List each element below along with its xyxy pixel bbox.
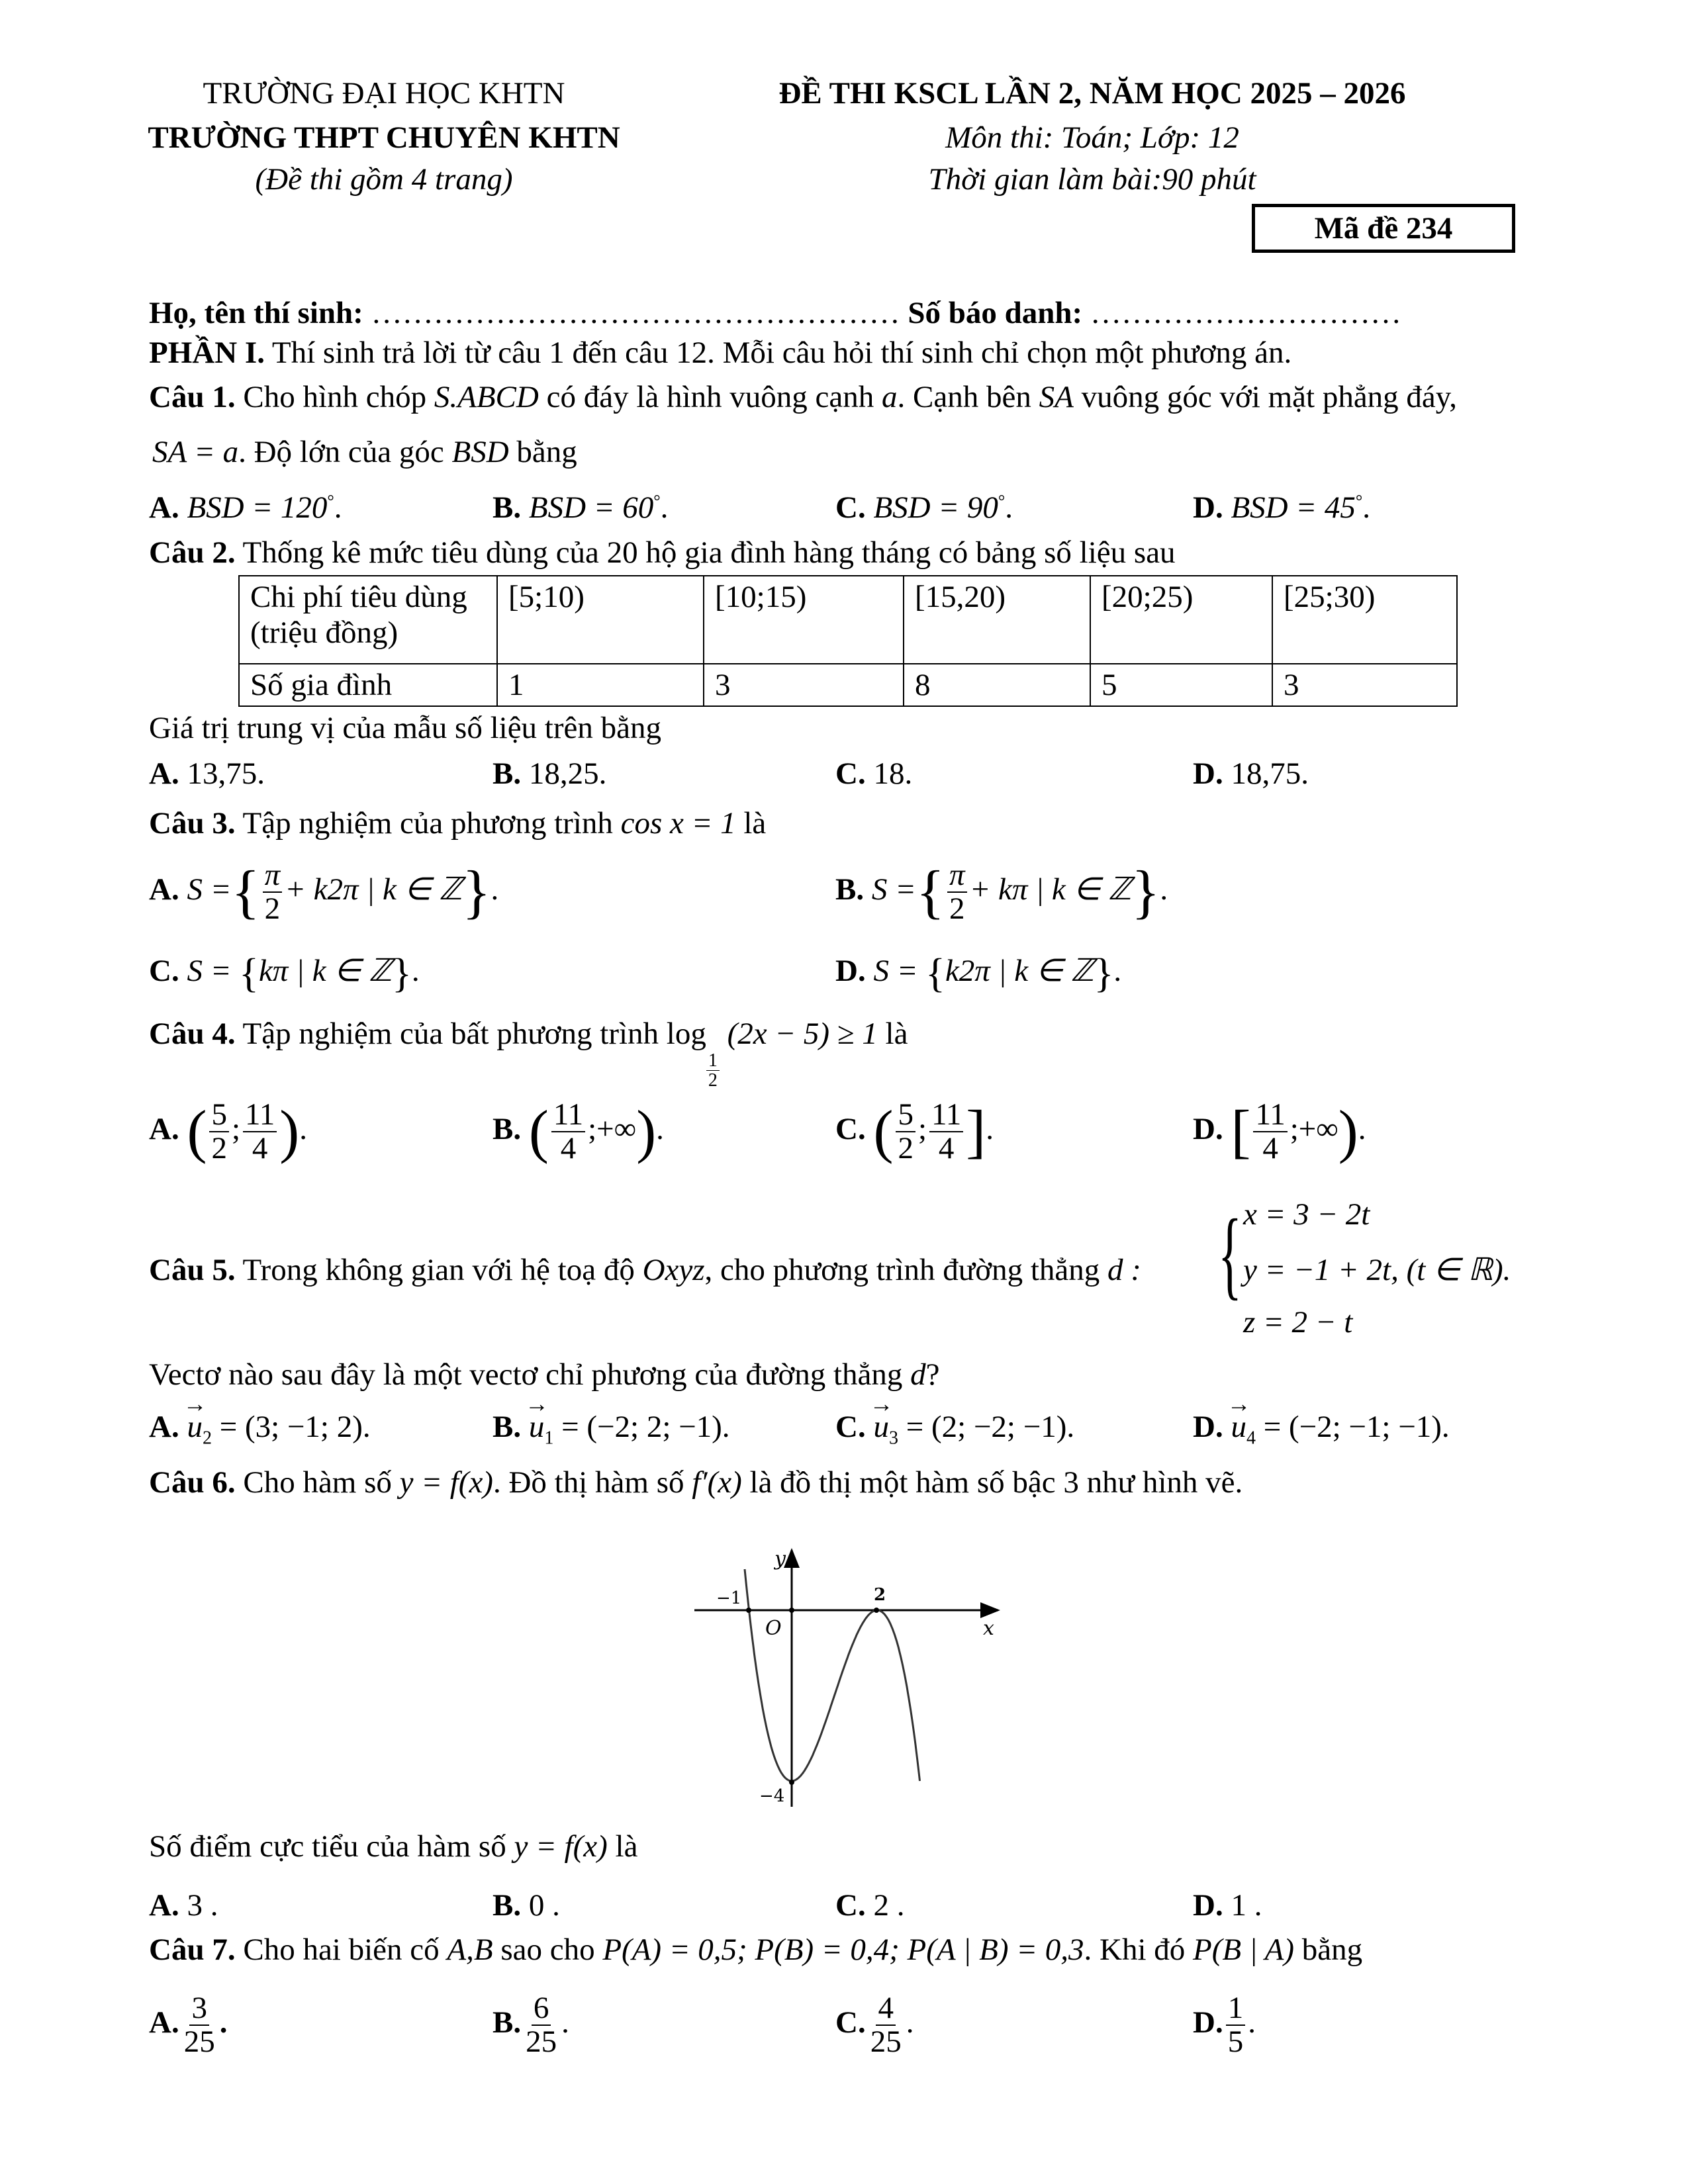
tick-label-2: 2 (874, 1585, 886, 1605)
table-row (239, 664, 1457, 706)
dot: . (561, 2005, 569, 2040)
table-cell: [25;30) (1272, 576, 1457, 664)
y-axis-label: y (774, 1547, 786, 1570)
part1-title: PHẦN I. (149, 336, 265, 370)
q4-option-c[interactable]: C. ( $\frac{5}{2}$ ; $\frac{11}{4}$ ]. (835, 1097, 994, 1166)
q1-option-b[interactable] (492, 492, 668, 523)
q2-option-d[interactable] (1193, 758, 1309, 790)
q2-option-c[interactable] (835, 758, 912, 790)
text: là (885, 1017, 908, 1051)
option-label: A. (149, 1410, 179, 1444)
numerator: 6 (532, 1992, 551, 2026)
option-label: A. (149, 2005, 179, 2040)
x-axis-label: x (983, 1617, 994, 1640)
dot: . (906, 2005, 914, 2040)
text: là đồ thị một hàm số bậc 3 như hình vẽ. (749, 1465, 1243, 1500)
denominator: 4 (938, 1131, 955, 1166)
math: S = (187, 872, 232, 907)
vector-symbol: → u (873, 1412, 889, 1443)
dot: . (219, 2005, 228, 2040)
fraction (929, 1099, 963, 1165)
question-5 (149, 1255, 1141, 1286)
denominator: 2 (898, 1131, 914, 1166)
numerator: 5 (896, 1099, 915, 1132)
option-value: 18,75. (1231, 756, 1309, 791)
math: S = (871, 872, 916, 907)
brace: } (462, 859, 491, 925)
option-label: D. (1193, 1410, 1223, 1444)
math: Oxyz (642, 1253, 705, 1287)
numerator: 3 (189, 1992, 209, 2026)
math: P(A) = 0,5; P(B) = 0,4; P(A | B) = 0,3 (602, 1933, 1084, 1967)
exam-title: ĐỀ THI KSCL LẦN 2, NĂM HỌC 2025 – 2026 (778, 76, 1406, 111)
option-label: C. (835, 2005, 866, 2040)
question-label: Câu 6. (149, 1465, 236, 1500)
denominator: 2 (708, 1070, 718, 1091)
option-value: BSD = 90 (873, 490, 998, 525)
option-value: 18. (873, 756, 913, 791)
question-1-cont (152, 437, 577, 468)
math: A,B (447, 1933, 493, 1967)
part1-text: Thí sinh trả lời từ câu 1 đến câu 12. Mỗi câu hỏi thí sinh chỉ chọn một phương án. (271, 336, 1292, 370)
bracket: ( (528, 1099, 549, 1165)
option-label: D. (1193, 490, 1223, 525)
option-label: C. (835, 490, 866, 525)
numerator: 11 (243, 1099, 277, 1132)
option-value: BSD = 120 (187, 490, 328, 525)
text: Vectơ nào sau đây là một vectơ chỉ phương của đường thẳng (149, 1357, 903, 1392)
option-label: B. (492, 490, 522, 525)
option-label: B. (492, 1888, 522, 1923)
university-name: TRƯỜNG ĐẠI HỌC KHTN (203, 76, 565, 111)
dot: . (334, 490, 342, 525)
text: Cho hàm số (243, 1465, 392, 1500)
table-cell: [5;10) (497, 576, 704, 664)
option-value: 0 . (528, 1888, 560, 1923)
question-2 (149, 537, 1176, 569)
question-label: Câu 4. (149, 1017, 236, 1051)
option-label: D. (1193, 756, 1223, 791)
denominator: 2 (211, 1131, 227, 1166)
text: . Đồ thị hàm số (492, 1465, 684, 1500)
option-label: C. (835, 1112, 866, 1147)
table-header-cell (239, 576, 497, 664)
text: bằng (516, 435, 577, 469)
dot: . (986, 1112, 994, 1147)
bracket: ] (966, 1099, 986, 1165)
question-6-prompt (149, 1831, 637, 1862)
q7-option-b[interactable] (492, 1992, 569, 2059)
option-value: = (2; −2; −1). (906, 1410, 1075, 1444)
math: k2π | k ∈ ℤ (945, 953, 1094, 988)
point-origin (789, 1608, 794, 1613)
math: BSD (451, 435, 509, 469)
fraction (1253, 1099, 1287, 1165)
option-label: A. (149, 490, 179, 525)
q1-option-a[interactable] (149, 492, 342, 523)
math: f′(x) (692, 1465, 742, 1500)
q3-option-c[interactable] (149, 953, 420, 994)
math: a (882, 380, 898, 414)
text: vuông góc với mặt phẳng đáy, (1081, 380, 1457, 414)
option-label: D. (835, 953, 866, 988)
math: S = (187, 953, 232, 988)
equation-y (1243, 1255, 1511, 1286)
option-value: 1 . (1231, 1888, 1262, 1923)
option-label: D. (1193, 1112, 1223, 1147)
option-label: B. (492, 1410, 522, 1444)
math: P(B | A) (1193, 1933, 1295, 1967)
infinity: +∞ (1298, 1112, 1338, 1147)
question-7 (149, 1934, 1362, 1966)
text: Trong không gian với hệ toạ độ (242, 1253, 635, 1287)
fraction (1226, 1992, 1246, 2059)
text: Thống kê mức tiêu dùng của 20 hộ gia đình hàng tháng có bảng số liệu sau (242, 535, 1176, 570)
math: (2x − 5) ≥ 1 (727, 1017, 878, 1051)
q6-option-a[interactable] (149, 1890, 218, 1921)
math: , (t ∈ ℝ). (1391, 1253, 1511, 1287)
q5-option-d[interactable] (1193, 1412, 1450, 1447)
equation-z: z = 2 − t (1243, 1305, 1353, 1340)
origin-label: O (765, 1617, 782, 1640)
fraction (551, 1099, 585, 1165)
text: là (615, 1829, 638, 1864)
dot: . (1362, 490, 1370, 525)
text: bằng (1301, 1933, 1363, 1967)
math: kπ | k ∈ ℤ (258, 953, 393, 988)
text: sao cho (500, 1933, 595, 1967)
fraction (947, 859, 967, 926)
question-1 (149, 382, 1457, 413)
table-cell: [10;15) (704, 576, 904, 664)
text: là (743, 806, 767, 841)
brace: } (1131, 859, 1160, 925)
text: Số điểm cực tiểu của hàm số (149, 1829, 506, 1864)
q4-option-a[interactable]: A. ( $\frac{5}{2}$ ; $\frac{11}{4}$ ). (149, 1097, 307, 1166)
log: log (666, 1017, 706, 1051)
vector-symbol: → u (1231, 1412, 1246, 1443)
fraction (209, 1099, 229, 1165)
option-value: = (−2; −1; −1). (1263, 1410, 1450, 1444)
text: . Cạnh bên (897, 380, 1031, 414)
numerator: π (947, 859, 967, 893)
denominator: 2 (949, 891, 965, 927)
table-cell: [20;25) (1090, 576, 1272, 664)
numerator: 5 (209, 1099, 229, 1132)
denominator: 25 (526, 2025, 557, 2060)
subscript: 1 (544, 1428, 554, 1449)
brace: } (1094, 951, 1114, 996)
q4-option-b[interactable]: B. ( $\frac{11}{4}$ ;+∞). (492, 1097, 664, 1166)
denominator: 2 (264, 891, 281, 927)
text: . Độ lớn của góc (238, 435, 444, 469)
option-label: C. (149, 953, 179, 988)
brace: { (925, 951, 945, 996)
candidate-line (149, 298, 1401, 329)
text: có đáy là hình vuông cạnh (546, 380, 874, 414)
q5-option-b[interactable] (492, 1412, 730, 1447)
subscript: 3 (888, 1428, 898, 1449)
q6-option-b[interactable] (492, 1890, 560, 1921)
bracket: ) (636, 1099, 657, 1165)
brace: { (239, 951, 259, 996)
fraction (182, 1992, 217, 2059)
option-label: C. (835, 1888, 866, 1923)
text: . Khi đó (1084, 1933, 1186, 1967)
denominator: 25 (870, 2025, 902, 2060)
option-value: 18,25. (528, 756, 607, 791)
option-value: = (3; −1; 2). (219, 1410, 371, 1444)
denominator: 4 (560, 1131, 577, 1166)
text: , cho phương trình đường thẳng (704, 1253, 1100, 1287)
numerator: 11 (551, 1099, 585, 1132)
math: SA (1039, 380, 1074, 414)
q6-option-d[interactable] (1193, 1890, 1262, 1921)
option-label: D. (1193, 1888, 1223, 1923)
dot: . (1248, 2005, 1256, 2040)
math: d : (1107, 1253, 1141, 1287)
text: Chi phí tiêu dùng (250, 580, 467, 614)
fraction (243, 1099, 277, 1165)
denominator: 4 (252, 1131, 268, 1166)
numerator: 11 (1253, 1099, 1287, 1132)
point-neg1 (746, 1608, 751, 1613)
math: d (910, 1357, 926, 1392)
name-label: Họ, tên thí sinh: (149, 296, 363, 330)
bracket: ( (873, 1099, 894, 1165)
option-value: = (−2; 2; −1). (561, 1410, 730, 1444)
dot: . (660, 490, 669, 525)
derivative-graph (675, 1516, 1019, 1813)
fraction (896, 1099, 915, 1165)
q7-option-d[interactable] (1193, 1992, 1256, 2059)
text: Tập nghiệm của bất phương trình (242, 1017, 659, 1051)
q7-option-c[interactable] (835, 1992, 914, 2059)
tick-label-neg4: −4 (759, 1786, 785, 1806)
math: S = (873, 953, 918, 988)
dot: . (299, 1112, 307, 1147)
bracket: [ (1231, 1099, 1251, 1165)
dot: . (1358, 1112, 1366, 1147)
math: y = f(x) (399, 1465, 493, 1500)
brace: { (231, 859, 260, 925)
q1-option-d[interactable] (1193, 492, 1370, 523)
fraction (868, 1992, 904, 2059)
exam-code: Mã đề 234 (1314, 211, 1453, 246)
text: ? (925, 1357, 940, 1392)
table-cell: 3 (1272, 664, 1457, 706)
option-value: 2 . (873, 1888, 905, 1923)
dot: . (411, 953, 420, 988)
q2-option-a[interactable] (149, 758, 265, 790)
page-count-note: (Đề thi gồm 4 trang) (255, 162, 513, 197)
option-label: D. (1193, 2005, 1223, 2040)
question-3 (149, 808, 766, 839)
cubic-curve (745, 1569, 920, 1781)
numerator: π (263, 859, 283, 893)
equation-x: x = 3 − 2t (1243, 1197, 1370, 1232)
fraction (263, 859, 283, 926)
table-row (239, 576, 1457, 664)
q2-option-b[interactable] (492, 758, 606, 790)
q1-option-c[interactable] (835, 492, 1013, 523)
point-2 (874, 1608, 879, 1613)
text: Cho hình chóp (243, 380, 427, 414)
option-label: B. (492, 1112, 522, 1147)
table-cell: 1 (497, 664, 704, 706)
option-value: BSD = 60 (528, 490, 654, 525)
math: cos x = 1 (620, 806, 736, 841)
math: y = −1 + 2t (1243, 1253, 1391, 1287)
numerator: 1 (706, 1051, 720, 1071)
fraction (524, 1992, 559, 2059)
math: SA = a (152, 435, 239, 469)
q5-option-a[interactable] (149, 1412, 371, 1447)
numerator: 1 (1226, 1992, 1246, 2026)
question-label: Câu 7. (149, 1933, 236, 1967)
question-label: Câu 1. (149, 380, 236, 414)
option-label: A. (149, 872, 179, 907)
option-value: BSD = 45 (1231, 490, 1356, 525)
subscript: 2 (202, 1428, 212, 1449)
option-value: 3 . (187, 1888, 218, 1923)
option-label: B. (492, 756, 522, 791)
question-6 (149, 1467, 1243, 1498)
point-neg4 (789, 1780, 794, 1785)
id-label: Số báo danh: (908, 296, 1083, 330)
math: + k2π | k ∈ ℤ (285, 872, 463, 907)
question-label: Câu 2. (149, 535, 236, 570)
option-label: A. (149, 1888, 179, 1923)
question-label: Câu 3. (149, 806, 236, 841)
part1-instructions (149, 338, 1291, 369)
frequency-table (238, 575, 1458, 707)
q3-option-b[interactable] (835, 859, 1168, 926)
dot: . (1160, 872, 1168, 907)
exam-duration: Thời gian làm bài:90 phút (928, 162, 1256, 197)
subscript: 4 (1246, 1428, 1256, 1449)
q5-option-c[interactable] (835, 1412, 1074, 1447)
table-header-cell: Số gia đình (239, 664, 497, 706)
q3-option-d[interactable] (835, 953, 1121, 994)
table-cell: [15,20) (904, 576, 1090, 664)
option-label: A. (149, 756, 179, 791)
q3-option-a[interactable] (149, 859, 498, 926)
text: Cho hai biến cố (243, 1933, 440, 1967)
system-brace: { (1218, 1199, 1242, 1309)
q4-option-d[interactable]: D. [ $\frac{11}{4}$ ;+∞). (1193, 1097, 1366, 1166)
q6-option-c[interactable] (835, 1890, 904, 1921)
vector-symbol: → u (529, 1412, 545, 1443)
option-label: C. (835, 756, 866, 791)
dot: . (1005, 490, 1013, 525)
tick-label-neg1: −1 (716, 1588, 742, 1608)
text: Tập nghiệm của phương trình (242, 806, 613, 841)
math: S.ABCD (434, 380, 539, 414)
degree: ° (998, 491, 1006, 511)
degree: ° (1355, 491, 1363, 511)
dot: . (1113, 953, 1122, 988)
school-name: TRƯỜNG THPT CHUYÊN KHTN (148, 120, 620, 155)
math: + kπ | k ∈ ℤ (969, 872, 1132, 907)
option-label: B. (835, 872, 865, 907)
brace: { (915, 859, 945, 925)
dot: . (656, 1112, 664, 1147)
infinity: +∞ (596, 1112, 637, 1147)
exam-subject: Môn thi: Toán; Lớp: 12 (945, 120, 1239, 155)
dot: . (491, 872, 499, 907)
option-label: A. (149, 1112, 179, 1147)
denominator: 25 (183, 2025, 215, 2060)
log-base (706, 1051, 720, 1091)
question-2-prompt: Giá trị trung vị của mẫu số liệu trên bằng (149, 711, 661, 745)
question-4 (149, 1019, 908, 1091)
table-cell: 3 (704, 664, 904, 706)
bracket: ) (1338, 1099, 1358, 1165)
option-label: B. (492, 2005, 522, 2040)
math: y = f(x) (514, 1829, 608, 1864)
question-5-prompt (149, 1359, 940, 1390)
brace: } (392, 951, 412, 996)
name-field[interactable]: …………………………………………… (371, 296, 900, 330)
vector-symbol: → u (187, 1412, 203, 1443)
exam-code-box (1252, 204, 1515, 253)
table-cell: 5 (1090, 664, 1272, 706)
q7-option-a[interactable] (149, 1992, 227, 2059)
option-label: C. (835, 1410, 866, 1444)
degree: ° (653, 491, 661, 511)
table-cell: 8 (904, 664, 1090, 706)
question-label: Câu 5. (149, 1253, 236, 1287)
id-field[interactable]: ………………………… (1090, 296, 1401, 330)
degree: ° (327, 491, 334, 511)
bracket: ( (187, 1099, 207, 1165)
numerator: 4 (876, 1992, 896, 2026)
option-value: 13,75. (187, 756, 265, 791)
bracket: ) (279, 1099, 300, 1165)
text: (triệu đồng) (250, 615, 399, 650)
numerator: 11 (929, 1099, 963, 1132)
denominator: 5 (1227, 2025, 1244, 2060)
denominator: 4 (1262, 1131, 1278, 1166)
